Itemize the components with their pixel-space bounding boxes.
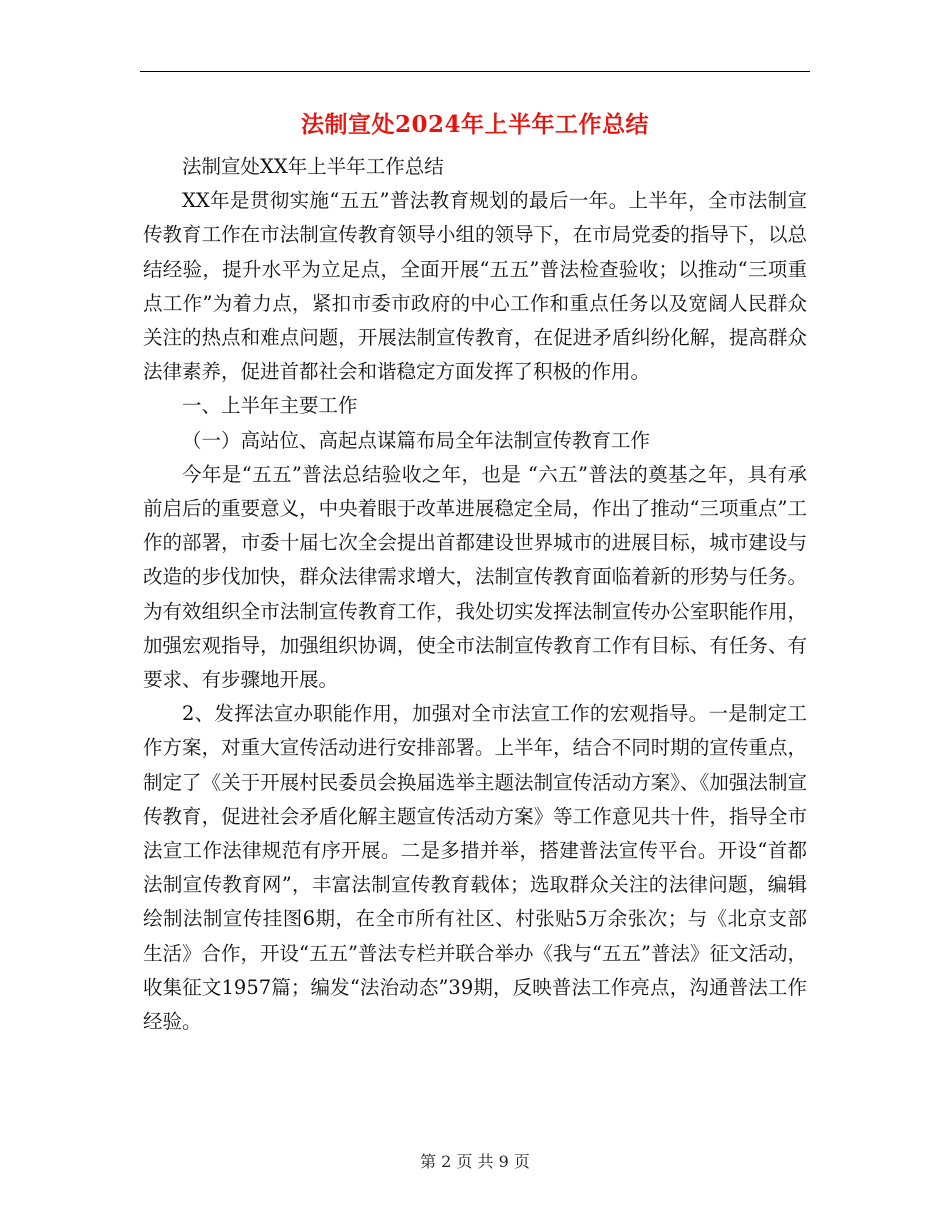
- paragraph-background: 今年是“五五”普法总结验收之年，也是 “六五”普法的奠基之年，具有承前启后的重要意义，中央着眼于改革进展稳定全局，作出了推动“三项重点”工作的部署，市委十届七次全会提出首都建设世界城市的进展目标，城市建设与改造的步伐加快，群众法律需求增大，法制宣传教育面临着新的形势与任务。为有效组织全市法制宣传教育工作，我处切实发挥法制宣传办公室职能作用，加强宏观指导，加强组织协调，使全市法制宣传教育工作有目标、有任务、有要求、有步骤地开展。: [143, 462, 807, 692]
- document-body: [143, 150, 807, 1039]
- paragraph-item-2: 2、发挥法宣办职能作用，加强对全市法宣工作的宏观指导。一是制定工作方案，对重大宣传活动进行安排部署。上半年，结合不同时期的宣传重点，制定了《关于开展村民委员会换届选举主题法制宣传活动方案》、《加强法制宣传教育，促进社会矛盾化解主题宣传活动方案》等工作意见共十件，指导全市法宣工作法律规范有序开展。二是多措并举，搭建普法宣传平台。开设“首都法制宣传教育网”，丰富法制宣传教育载体；选取群众关注的法律问题，编辑绘制法制宣传挂图6期，在全市所有社区、村张贴5万余张次；与《北京支部生活》合作，开设“五五”普法专栏并联合举办《我与“五五”普法》征文活动，收集征文1957篇；编发“法治动态”39期，反映普法工作亮点，沟通普法工作经验。: [143, 702, 807, 1034]
- section-heading: 一、上半年主要工作: [182, 394, 358, 418]
- paragraph-intro: XX年是贯彻实施“五五”普法教育规划的最后一年。上半年，全市法制宣传教育工作在市法制宣传教育领导小组的领导下，在市局党委的指导下，以总结经验，提升水平为立足点，全面开展“五五”普法检查验收；以推动“三项重点工作”为着力点，紧扣市委市政府的中心工作和重点任务以及宽阔人民群众关注的热点和难点问题，开展法制宣传教育，在促进矛盾纠纷化解，提高群众法律素养，促进首都社会和谐稳定方面发挥了积极的作用。: [143, 189, 807, 384]
- subsection-heading: （一）高站位、高起点谋篇布局全年法制宣传教育工作: [182, 428, 651, 452]
- header-rule: [140, 71, 810, 72]
- paragraph-subtitle: 法制宣处XX年上半年工作总结: [182, 155, 444, 178]
- document-title: 法制宣处2024年上半年工作总结: [300, 111, 649, 138]
- page-footer: 第 2 页 共 9 页: [420, 1152, 530, 1171]
